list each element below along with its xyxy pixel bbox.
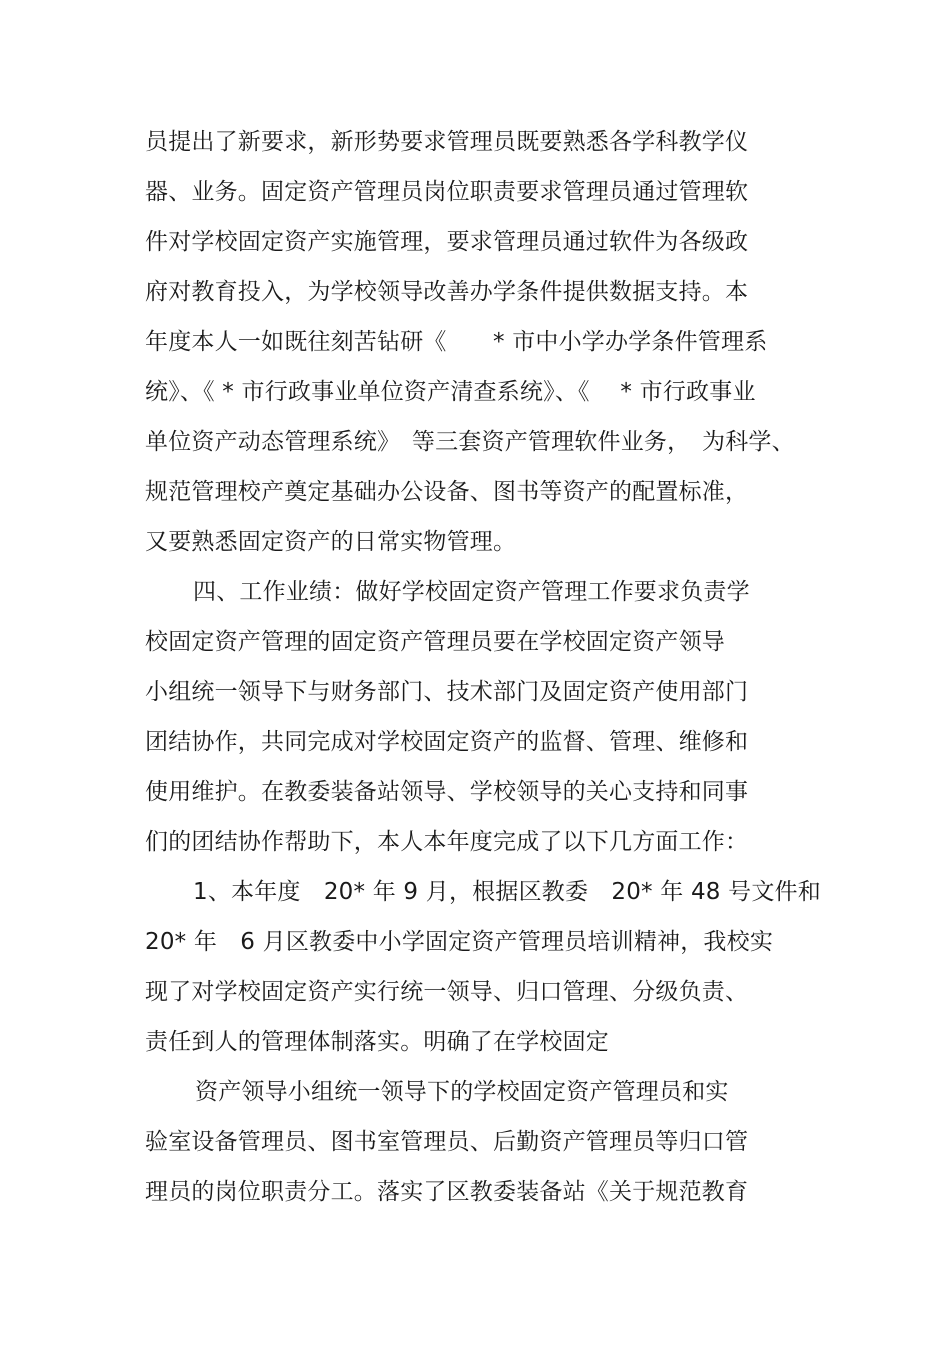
text-line-4: 府对教育投入，为学校领导改善办学条件提供数据支持。本 <box>145 279 749 305</box>
text-line-5: 年度本人一如既往刻苦钻研《 * 市中小学办学条件管理系 <box>145 329 768 355</box>
text-line-8: 规范管理校产奠定基础办公设备、图书等资产的配置标准， <box>145 479 749 505</box>
text-line-21: 验室设备管理员、图书室管理员、后勤资产管理员等归口管 <box>145 1129 749 1155</box>
text-line-13: 团结协作，共同完成对学校固定资产的监督、管理、维修和 <box>145 729 749 755</box>
text-line-3: 件对学校固定资产实施管理，要求管理员通过软件为各级政 <box>145 229 749 255</box>
text-line-11: 校固定资产管理的固定资产管理员要在学校固定资产领导 <box>145 629 725 655</box>
text-line-17: 20* 年 6 月区教委中小学固定资产管理员培训精神，我校实 <box>145 929 774 955</box>
text-line-14: 使用维护。在教委装备站领导、学校领导的关心支持和同事 <box>145 779 749 805</box>
text-line-19: 责任到人的管理体制落实。明确了在学校固定 <box>145 1029 609 1055</box>
text-line-16: 1、本年度 20* 年 9 月，根据区教委 20* 年 48 号文件和 <box>193 879 821 905</box>
text-line-12: 小组统一领导下与财务部门、技术部门及固定资产使用部门 <box>145 679 749 705</box>
text-line-18: 现了对学校固定资产实行统一领导、归口管理、分级负责、 <box>145 979 749 1005</box>
text-line-15: 们的团结协作帮助下，本人本年度完成了以下几方面工作： <box>145 829 749 855</box>
text-line-20: 资产领导小组统一领导下的学校固定资产管理员和实 <box>195 1079 729 1105</box>
text-line-7: 单位资产动态管理系统》 等三套资产管理软件业务， 为科学、 <box>145 429 795 455</box>
text-line-6: 统》、《 * 市行政事业单位资产清查系统》、《 * 市行政事业 <box>145 379 756 405</box>
text-line-2: 器、业务。固定资产管理员岗位职责要求管理员通过管理软 <box>145 179 749 205</box>
text-line-9: 又要熟悉固定资产的日常实物管理。 <box>145 529 517 555</box>
text-line-1: 员提出了新要求，新形势要求管理员既要熟悉各学科教学仪 <box>145 129 749 155</box>
text-line-10: 四、工作业绩：做好学校固定资产管理工作要求负责学 <box>193 579 750 605</box>
text-line-22: 理员的岗位职责分工。落实了区教委装备站《关于规范教育 <box>145 1179 749 1205</box>
